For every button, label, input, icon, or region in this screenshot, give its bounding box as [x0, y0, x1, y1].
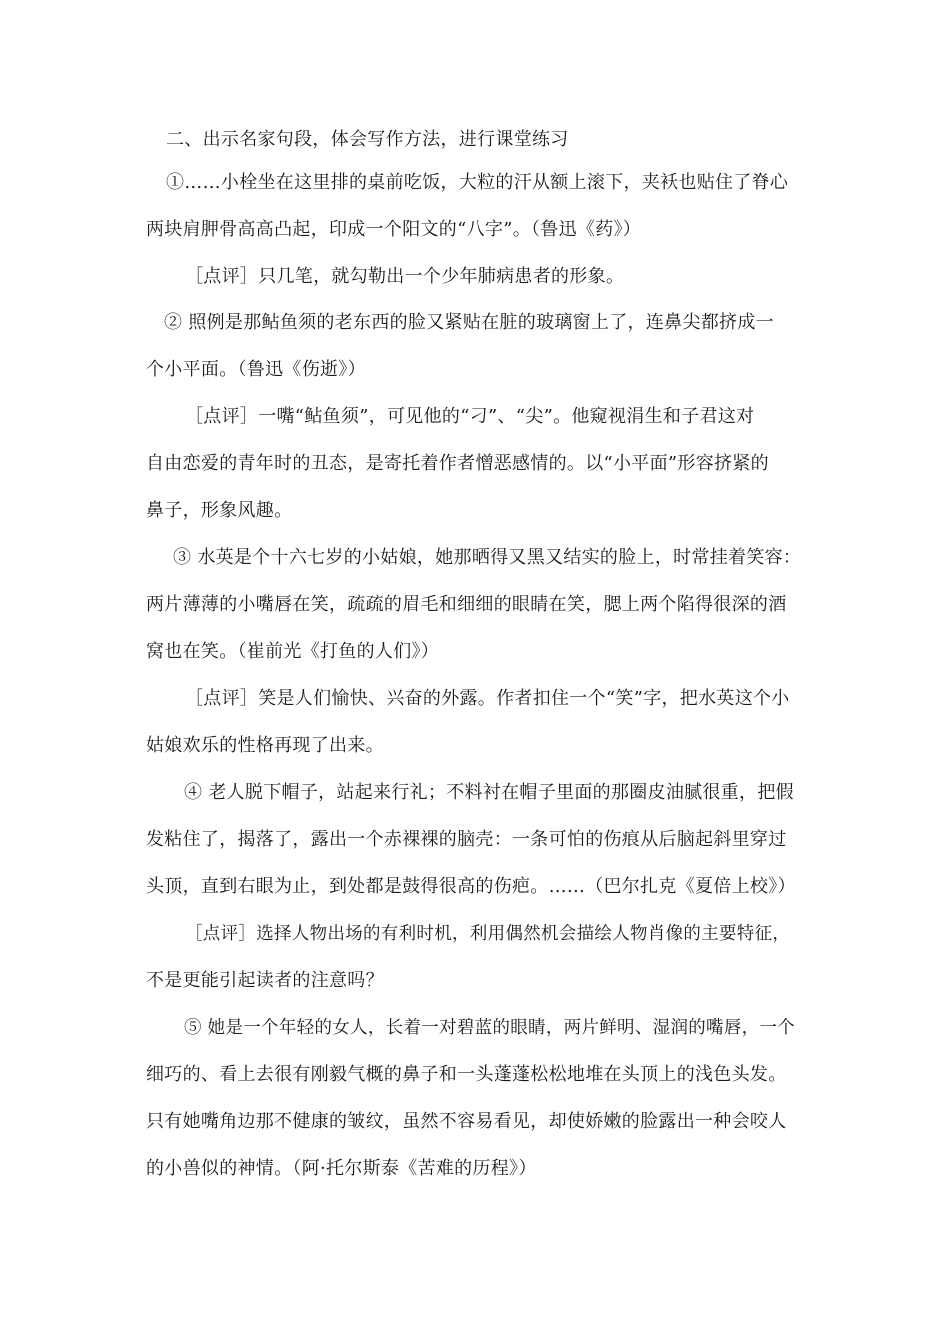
passage-1-line-1: ①……小栓坐在这里排的桌前吃饭，大粒的汗从额上滚下，夹袄也贴住了脊心: [166, 172, 789, 193]
passage-4-line-1: ④ 老人脱下帽子，站起来行礼；不料衬在帽子里面的那圈皮油腻很重，把假: [184, 782, 794, 803]
passage-2-comment-line-3: 鼻子，形象风趣。: [146, 500, 293, 521]
passage-4-line-2: 发粘住了，揭落了，露出一个赤裸裸的脑壳：一条可怕的伤痕从后脑起斜里穿过: [146, 829, 787, 850]
passage-1-line-2: 两块肩胛骨高高凸起，印成一个阳文的“八字”。（鲁迅《药》）: [146, 219, 642, 240]
passage-5-line-3: 只有她嘴角边那不健康的皱纹，虽然不容易看见，却使娇嫩的脸露出一种会咬人: [146, 1111, 787, 1132]
passage-5-line-1: ⑤ 她是一个年轻的女人，长着一对碧蓝的眼睛，两片鲜明、湿润的嘴唇，一个: [184, 1018, 796, 1038]
passage-3-comment-line-2: 姑娘欢乐的性格再现了出来。: [146, 735, 384, 756]
passage-4-line-3: 头顶，直到右眼为止，到处都是鼓得很高的伤疤。……（巴尔扎克《夏倍上校》）: [146, 876, 796, 897]
passage-3-comment-line-1: ［点评］笑是人们愉快、兴奋的外露。作者扣住一个“笑”字，把水英这个小: [185, 688, 790, 709]
passage-2-comment-line-2: 自由恋爱的青年时的丑态，是寄托着作者憎恶感情的。以“小平面”形容挤紧的: [146, 453, 769, 474]
passage-2-comment-line-1: ［点评］一嘴“鲇鱼须”，可见他的“刁”、“尖”。他窥视涓生和子君这对: [185, 406, 755, 427]
passage-3-line-1: ③ 水英是个十六七岁的小姑娘，她那晒得又黑又结实的脸上，时常挂着笑容：: [173, 547, 802, 568]
passage-1-comment-line-1: ［点评］只几笔，就勾勒出一个少年肺病患者的形象。: [185, 266, 625, 287]
passage-3-line-2: 两片薄薄的小嘴唇在笑，疏疏的眉毛和细细的眼睛在笑，腮上两个陷得很深的酒: [146, 594, 787, 615]
passage-2-line-2: 个小平面。（鲁迅《伤逝》）: [146, 359, 366, 380]
passage-4-comment-line-1: ［点评］选择人物出场的有利时机，利用偶然机会描绘人物肖像的主要特征，: [185, 924, 791, 944]
passage-5-line-4: 的小兽似的神情。（阿·托尔斯泰《苦难的历程》）: [146, 1158, 537, 1179]
passage-5-line-2: 细巧的、看上去很有刚毅气概的鼻子和一头蓬蓬松松地堆在头顶上的浅色头发。: [146, 1064, 787, 1085]
passage-4-comment-line-2: 不是更能引起读者的注意吗？: [146, 970, 384, 991]
section-heading: 二、出示名家句段，体会写作方法，进行课堂练习: [166, 129, 569, 150]
passage-3-line-3: 窝也在笑。（崔前光《打鱼的人们》）: [146, 641, 440, 662]
passage-2-line-1: ② 照例是那鲇鱼须的老东西的脸又紧贴在脏的玻璃窗上了，连鼻尖都挤成一: [164, 312, 774, 333]
